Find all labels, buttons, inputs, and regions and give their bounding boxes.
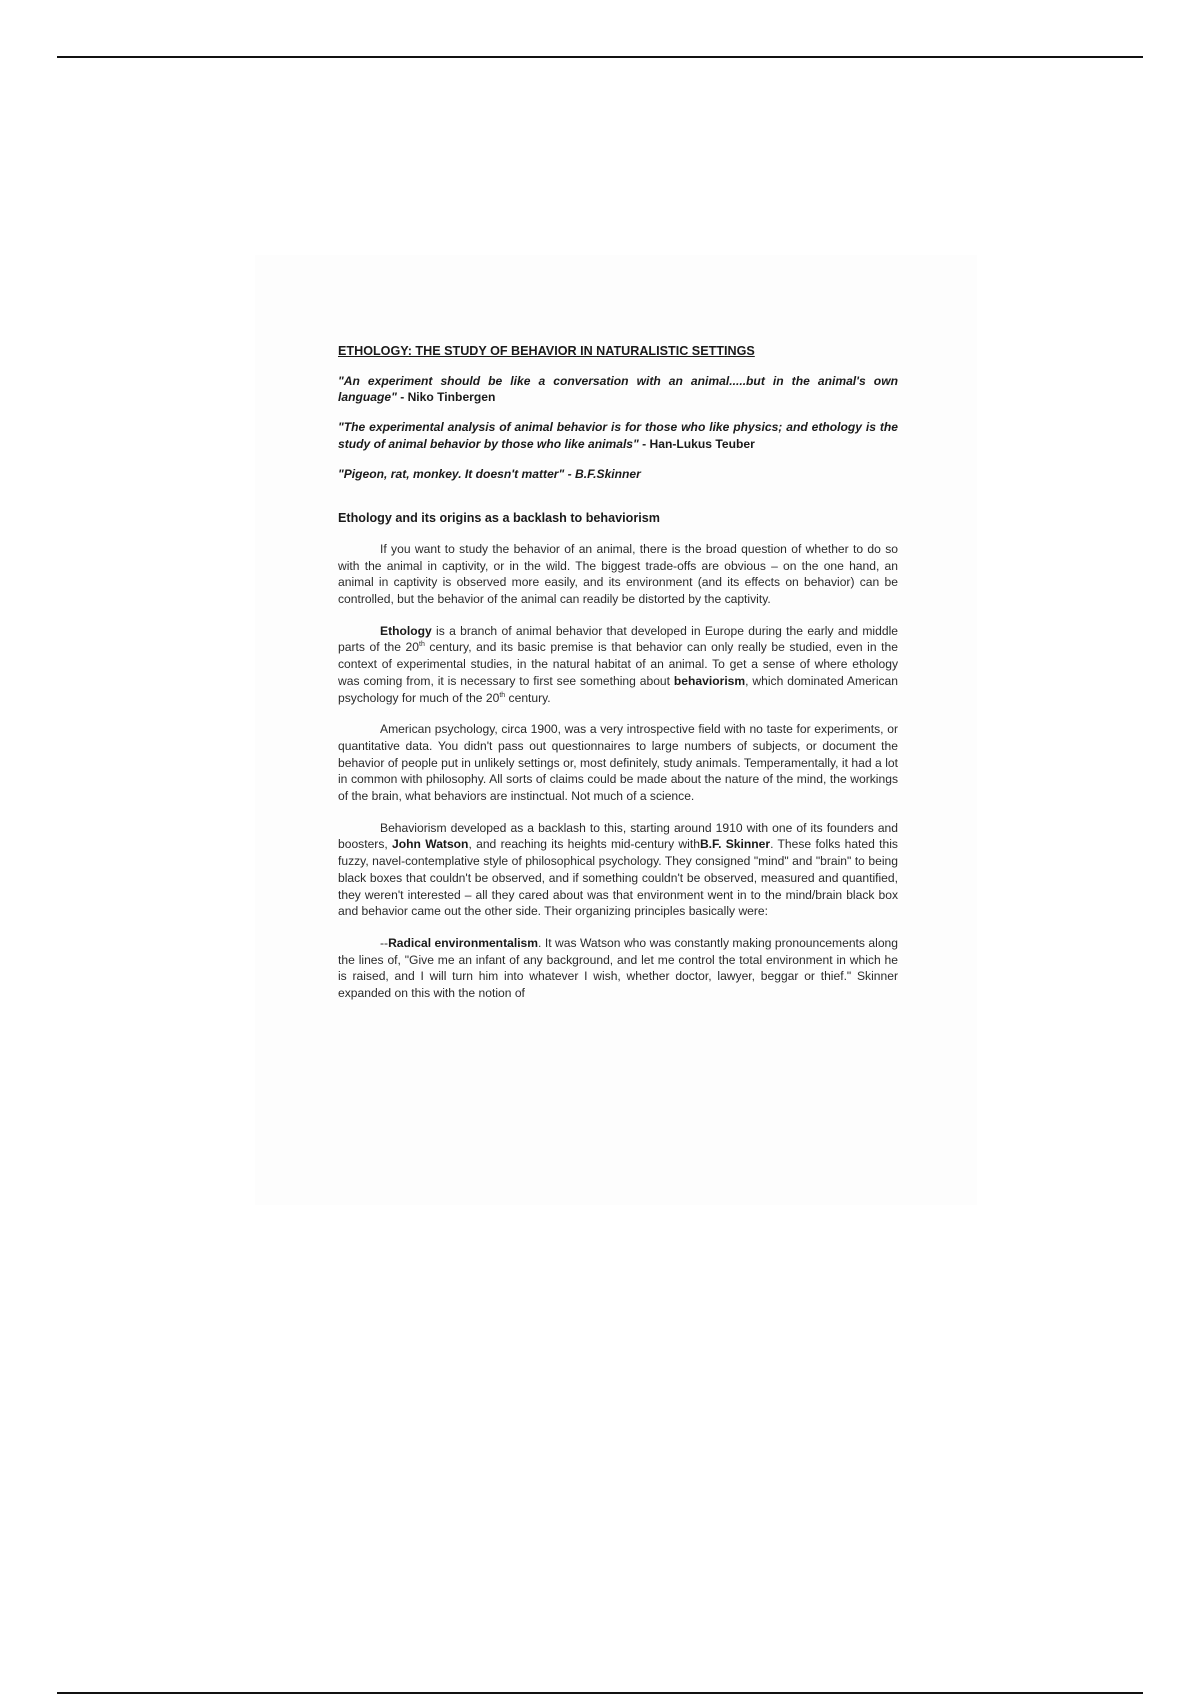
paragraph-text: . It was Watson who was constantly making pronouncements along the lines of, "Give me an infant of any background, and let me control the total environment in which he is raised, and I will turn him into whatever I wish, whether doctor, lawyer, beggar or thief." Skinner expanded on this with the notion of [338,935,898,1001]
paragraph-3: American psychology, circa 1900, was a very introspective field with no taste for experiments, or quantitative data. You didn't pass out questionnaires to large numbers of subjects, or document the behavior of people put in unlikely settings or, most definitely, study animals. Temperamentally, it had a lot in common with philosophy. All sorts of claims could be made about the nature of the mind, the workings of the brain, what behaviors are instinctual. Not much of a science. [338,722,898,804]
quote-text: "The experimental analysis of animal behavior is for those who like physics; and ethology is the study of animal behavior by those who like animals" [338,420,898,451]
quote-teuber [338,419,898,452]
paragraph-text: is a branch of animal behavior that developed in Europe during the early and middle parts of the 20 [338,623,898,655]
quote-text: "An experiment should be like a conversation with an animal.....but in the animal's own language" [338,373,898,405]
quote-attribution: - Han-Lukus Teuber [638,436,755,451]
superscript: th [419,641,425,649]
term-behaviorism: behaviorism [673,673,746,688]
name-bf-skinner: B.F. Skinner [699,837,771,852]
paragraph-1: If you want to study the behavior of an animal, there is the broad question of whether to do so with the animal in captivity, or in the wild. The biggest trade-offs are obvious – on the one hand, an animal in captivity is observed more easily, and its environment (and its effects on behavior) can be controlled, but the behavior of the animal can readily be distorted by the captivity. [338,541,898,607]
paragraph-text: century. [505,690,551,705]
paragraph-text: century, and its basic premise is that behavior can only really be studied, even in the context of experimental studies, in the natural habitat of an animal. To get a sense of where ethology was coming from, it is necessary to first see something about [338,640,898,688]
quote-tinbergen [338,373,898,406]
section-heading: Ethology and its origins as a backlash to behaviorism [338,511,660,526]
paragraph-5 [338,935,898,1002]
quote-text: "Pigeon, rat, monkey. It doesn't matter" - B.F.Skinner [338,466,641,481]
paragraph-4 [338,820,898,920]
document-body [338,343,898,1017]
paragraph-text: -- [380,935,389,950]
name-john-watson: John Watson [392,837,469,852]
paragraph-text: Behaviorism developed as a backlash to this, starting around 1910 with one of its founders and boosters, [338,820,898,852]
quote-attribution: - Niko Tinbergen [396,390,496,405]
paragraph-text: , and reaching its heights mid-century with [468,837,700,852]
term-ethology: Ethology [380,623,432,638]
paragraph-text: . These folks hated this fuzzy, navel-contemplative style of philosophical psychology. They consigned "mind" and "brain" to being black boxes that couldn't be observed, and if something couldn't be observed, measured and quantified, they weren't interested – all they cared about was that environment went in to the mind/brain black box and behavior came out the other side. Their organizing principles basically were: [338,837,898,919]
paragraph-text: , which dominated American psychology for much of the 20 [338,673,899,705]
quote-skinner [338,466,898,483]
paragraph-2 [338,623,898,707]
superscript: th [499,691,506,699]
term-radical-environmentalism: Radical environmentalism [388,935,539,950]
bottom-rule [57,1692,1143,1694]
document-title: ETHOLOGY: THE STUDY OF BEHAVIOR IN NATURALISTIC SETTINGS [338,344,755,358]
top-rule [57,56,1143,58]
